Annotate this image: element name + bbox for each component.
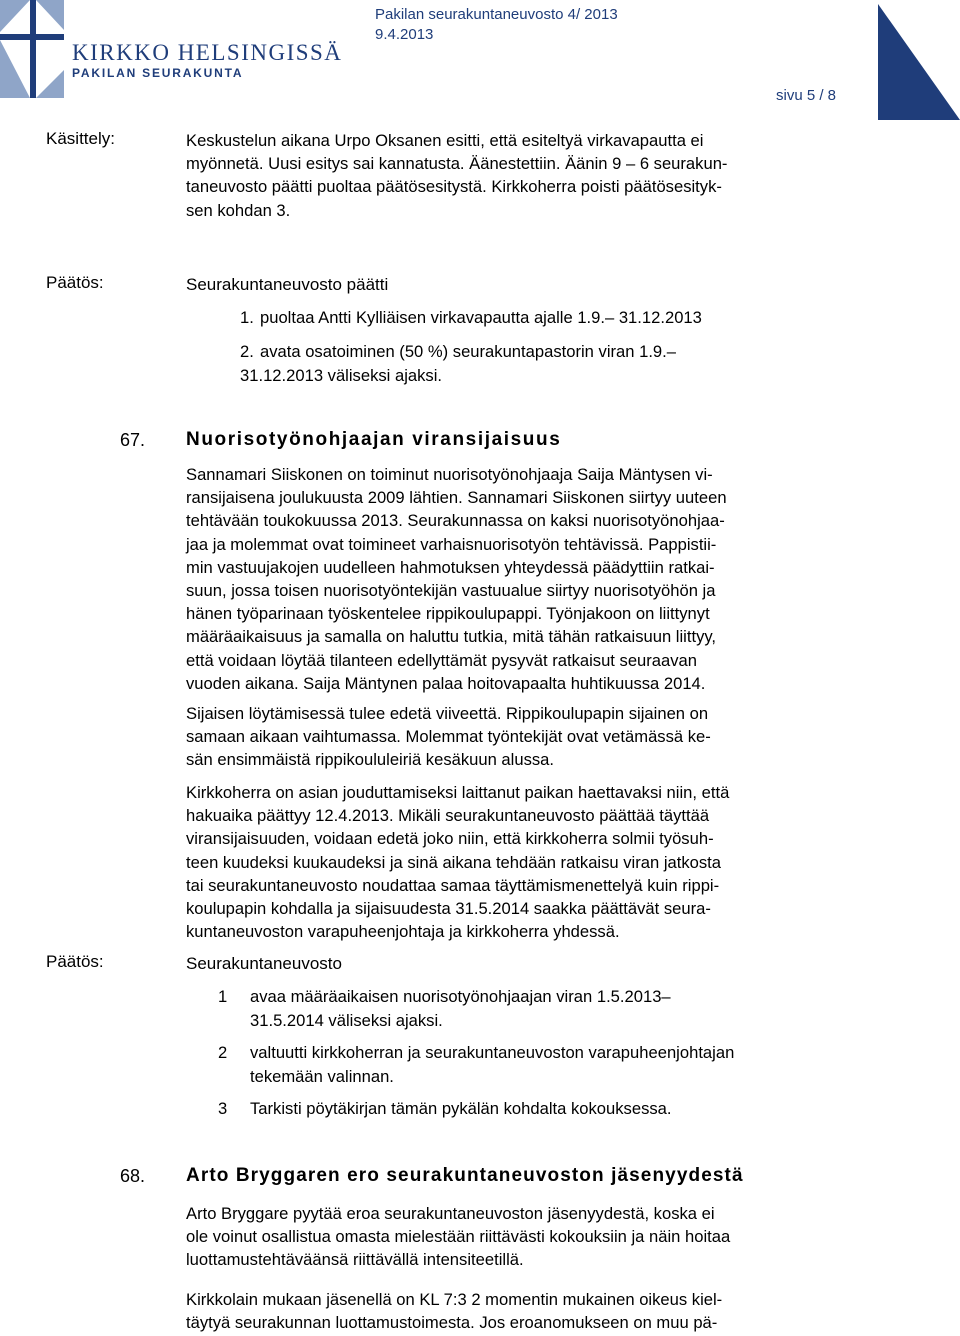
- text-line: Sijaisen löytämisessä tulee edetä viiveettä. Rippikoulupapin sijainen on: [186, 704, 709, 723]
- document-date: 9.4.2013: [375, 26, 434, 43]
- paatos-label: Päätös:: [46, 952, 104, 971]
- document-title: Pakilan seurakuntaneuvosto 4/ 2013: [375, 6, 618, 23]
- logo-line2: PAKILAN SEURAKUNTA: [72, 66, 244, 80]
- text-line: myönnetä. Uusi esitys sai kannatusta. Äänestettiin. Äänin 9 – 6 seurakun-: [186, 154, 728, 174]
- text-line: Keskustelun aikana Urpo Oksanen esitti, että esiteltyä virkavapautta ei: [186, 131, 704, 150]
- text-line: samaan aikaan vaihtumassa. Molemmat työntekijät ovat vetämässä ke-: [186, 727, 711, 747]
- text-line: taneuvosto päätti puoltaa päätösesitystä. Kirkkoherra poisti päätösesityk-: [186, 177, 722, 197]
- page-number: sivu 5 / 8: [776, 87, 837, 104]
- text-line: min vastuujakojen uudelleen hahmotuksen yhteydessä päädyttiin ratkai-: [186, 557, 715, 577]
- kasittely-label: Käsittely:: [46, 129, 115, 148]
- text-line: vuoden aikana. Saija Mäntynen palaa hoitovapaalta huhtikuussa 2014.: [186, 673, 706, 693]
- text-line: hänen työparinaan työskentelee rippikoulupappi. Työnjakoon on liittynyt: [186, 604, 710, 624]
- section-number: 67.: [120, 430, 146, 450]
- text-line: tehtävään toukokuussa 2013. Seurakunnassa on kaksi nuorisotyönohjaa-: [186, 511, 725, 531]
- section68-paragraph2: [186, 1288, 846, 1334]
- text-line: ransijaisena joulukuusta 2009 lähtien. Sannamari Siiskonen siirtyy uuteen: [186, 488, 727, 508]
- text-line: tai seurakuntaneuvosto noudattaa samaa täyttämismenettelyä kuin rippi-: [186, 875, 720, 895]
- paatos-intro: Seurakuntaneuvosto: [186, 954, 342, 973]
- section68-paragraph1: [186, 1202, 846, 1272]
- text-line: luottamustehtäväänsä riittävällä intensiteetillä.: [186, 1250, 524, 1270]
- text-line: sen kohdan 3.: [186, 200, 291, 220]
- text-line: määräaikaisuus ja samalla on haluttu tutkia, mitä tähän ratkaisuun liittyy,: [186, 627, 717, 647]
- list-text: avata osatoiminen (50 %) seurakuntapastorin viran 1.9.–: [260, 342, 677, 361]
- text-line: Kirkkoherra on asian jouduttamiseksi laittanut paikan haettavaksi niin, että: [186, 783, 730, 802]
- text-line: koulupapin kohdalla ja sijaisuudesta 31.5.2014 saakka päättävät seura-: [186, 899, 711, 919]
- list-text: 31.12.2013 väliseksi ajaksi.: [240, 366, 443, 385]
- text-line: Sannamari Siiskonen on toiminut nuorisotyönohjaaja Saija Mäntysen vi-: [186, 465, 713, 484]
- section-number: 68.: [120, 1166, 146, 1186]
- logo: [0, 0, 343, 100]
- list-text: valtuutti kirkkoherran ja seurakuntaneuvoston varapuheenjohtajan: [250, 1043, 735, 1062]
- list-text: Tarkisti pöytäkirjan tämän pykälän kohdalta kokouksessa.: [250, 1099, 672, 1118]
- text-line: suun, jossa toisen nuorisotyöntekijän vastuualue siirtyy nuorisotyöhön ja: [186, 581, 716, 601]
- list-number: 1.: [240, 308, 254, 327]
- logo-line1: KIRKKO HELSINGISSÄ: [72, 40, 343, 65]
- text-line: että voidaan löytää tilanteen edellyttämät pysyvät ratkaisut seuraavan: [186, 650, 698, 670]
- section67-paragraph3: [186, 781, 846, 943]
- list-number: 2: [218, 1043, 228, 1062]
- text-line: hakuaika päättyy 12.4.2013. Mikäli seurakuntaneuvosto päättää täyttää: [186, 806, 710, 826]
- text-line: sän ensimmäistä rippikoululeiriä kesäkuun alussa.: [186, 750, 555, 770]
- section67-paragraph2: [186, 702, 846, 772]
- list-number: 1: [218, 987, 228, 1006]
- list-text: tekemään valinnan.: [250, 1067, 394, 1086]
- text-line: kuntaneuvoston varapuheenjohtaja ja kirkkoherra yhdessä.: [186, 922, 620, 942]
- text-line: Kirkkolain mukaan jäsenellä on KL 7:3 2 momentin mukainen oikeus kiel-: [186, 1290, 723, 1309]
- kasittely-text: [186, 129, 846, 222]
- list-number: 2.: [240, 342, 254, 361]
- text-line: täytyä seurakunnan luottamustoimesta. Jos eroanomukseen on muu pä-: [186, 1313, 718, 1333]
- text-line: jaa ja molemmat ovat toimineet varhaisnuorisotyön tehtävissä. Pappistii-: [186, 534, 717, 554]
- paatos-label: Päätös:: [46, 273, 104, 292]
- list-text: 31.5.2014 väliseksi ajaksi.: [250, 1011, 443, 1030]
- text-line: ole voinut osallistua omasta mielestään riittävästi kokouksiin ja näin hoitaa: [186, 1227, 731, 1247]
- section-title: Nuorisotyönohjaajan viransijaisuus: [186, 429, 562, 450]
- section-title: Arto Bryggaren ero seurakuntaneuvoston jäsenyydestä: [186, 1165, 744, 1186]
- text-line: viransijaisuuden, voidaan edetä joko niin, että kirkkoherra solmii työsuh-: [186, 829, 714, 849]
- cross-logo-icon: [0, 0, 66, 100]
- paatos-intro: Seurakuntaneuvosto päätti: [186, 275, 389, 294]
- section67-paragraph1: [186, 463, 846, 695]
- corner-triangle-icon: [878, 4, 960, 120]
- text-line: Arto Bryggare pyytää eroa seurakuntaneuvoston jäsenyydestä, koska ei: [186, 1204, 715, 1223]
- list-text: puoltaa Antti Kylliäisen virkavapautta ajalle 1.9.– 31.12.2013: [260, 308, 702, 327]
- list-number: 3: [218, 1099, 228, 1118]
- text-line: teen kuudeksi kuukaudeksi ja sinä aikana tehdään ratkaisu viran jatkosta: [186, 852, 722, 872]
- list-text: avaa määräaikaisen nuorisotyönohjaajan viran 1.5.2013–: [250, 987, 671, 1006]
